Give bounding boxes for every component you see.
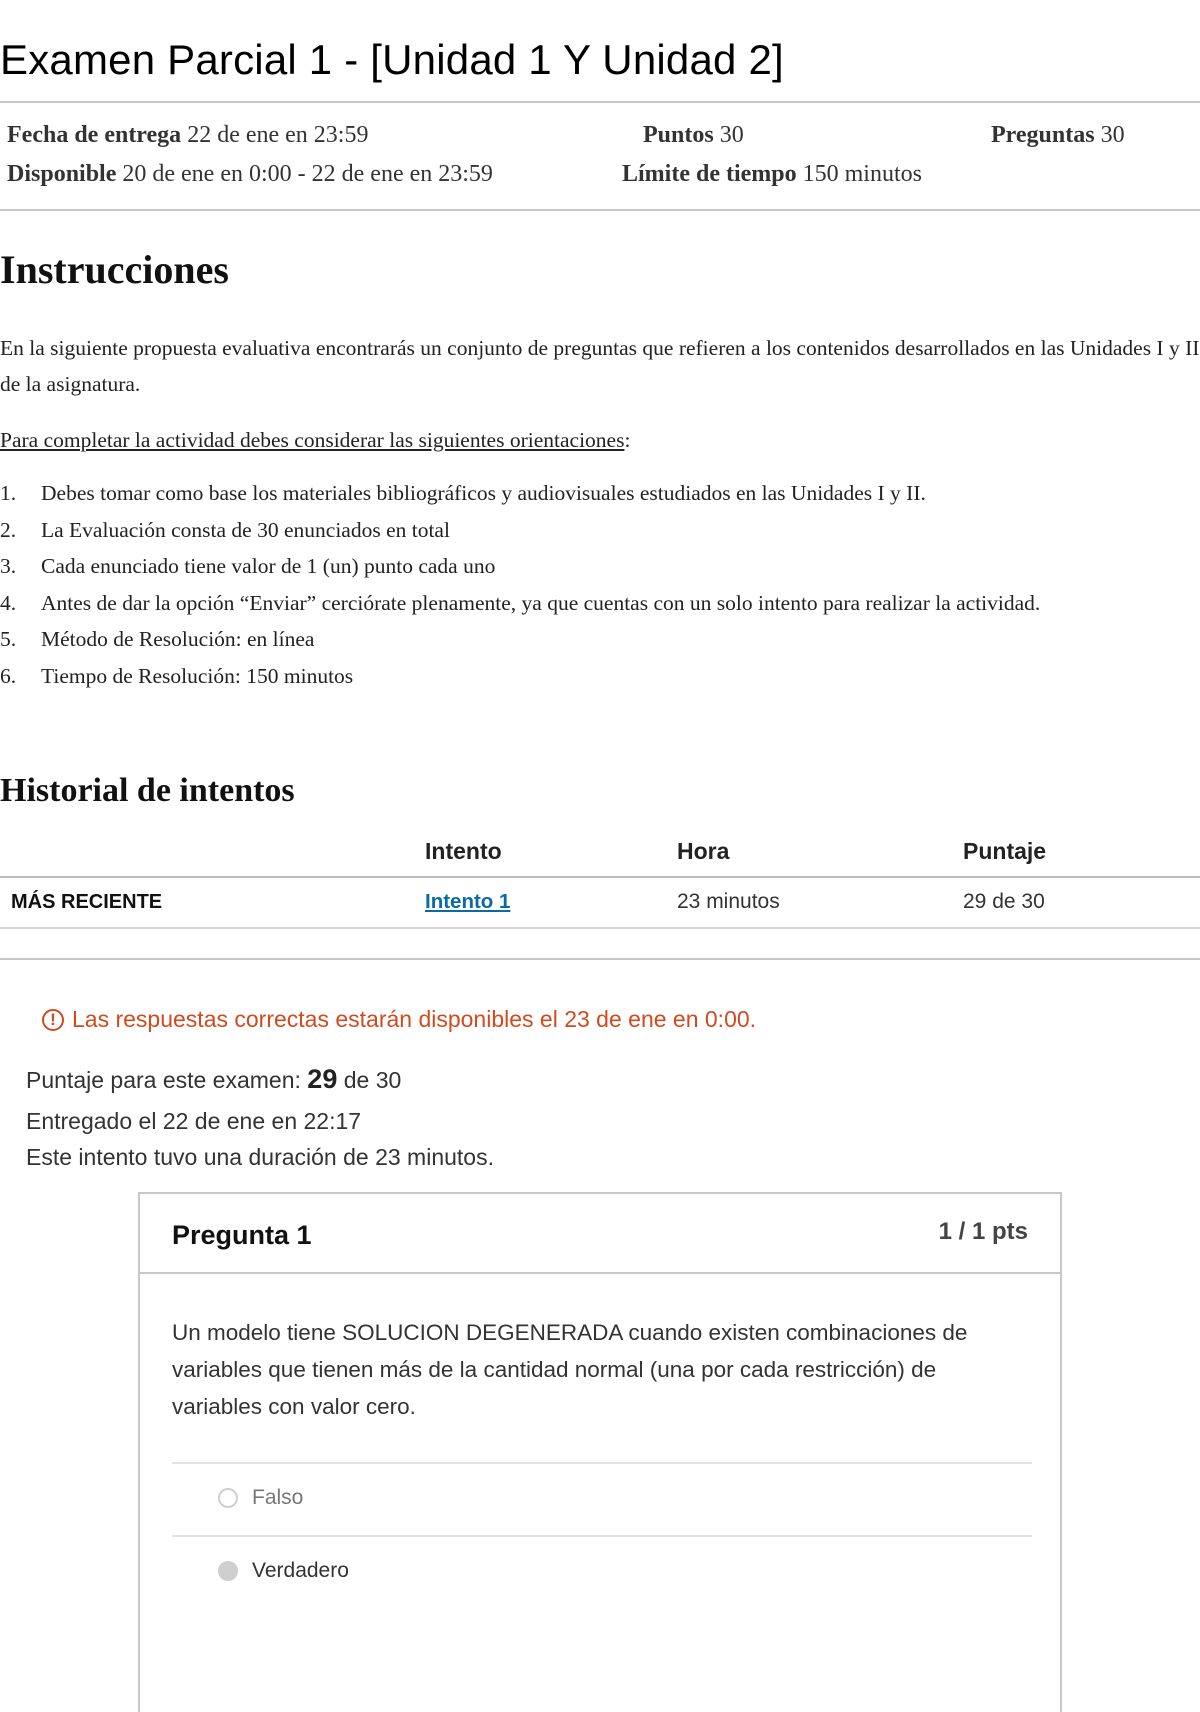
answers-notice [42,1006,756,1033]
step-number: 1. [0,481,17,505]
due-date-value: 22 de ene en 23:59 [187,122,369,148]
due-date-label: Fecha de entrega [7,122,182,148]
most-recent-label: MÁS RECIENTE [11,891,163,913]
step-text: La Evaluación consta de 30 enunciados en total [41,517,450,542]
due-date [7,122,368,149]
table-header-divider [0,876,1200,878]
score-label: Puntaje para este examen: [26,1067,301,1093]
step-number: 6. [0,663,17,688]
step-text: Método de Resolución: en línea [41,627,315,651]
step-text: Cada enunciado tiene valor de 1 (un) punto cada uno [41,554,496,578]
column-header-score: Puntaje [963,838,1047,864]
meta-row-2 [0,161,1200,191]
warning-icon: ! [42,1009,64,1031]
radio-unselected-icon[interactable] [218,1488,238,1508]
questions-count [991,122,1125,149]
points-label: Puntos [643,122,714,148]
step-text: Debes tomar como base los materiales bibliográficos y audiovisuales estudiados en las Unidades I y II. [41,481,926,505]
column-header-time: Hora [677,838,730,864]
question-header [140,1194,1060,1274]
answer-divider [172,1462,1032,1464]
meta-row-1 [0,122,1200,152]
availability-label: Disponible [7,161,117,187]
instructions-heading: Instrucciones [0,247,229,292]
availability-value: 20 de ene en 0:00 - 22 de ene en 23:59 [122,161,493,187]
points-value: 30 [719,122,744,148]
question-points: 1 / 1 pts [938,1218,1028,1245]
questions-value: 30 [1100,122,1125,148]
step-number: 5. [0,627,17,651]
attempt-score: 29 de 30 [963,890,1045,913]
points [643,122,744,149]
step-number: 4. [0,590,17,615]
answer-divider [172,1535,1032,1537]
question-card [138,1192,1062,1712]
step-number: 3. [0,554,17,578]
time-limit-value: 150 minutos [802,161,922,187]
time-limit [622,161,922,188]
step-text: Tiempo de Resolución: 150 minutos [41,663,354,688]
column-header-attempt: Intento [425,838,502,864]
answer-label: Falso [252,1486,304,1509]
table-row-divider [0,927,1200,929]
score-summary [26,1064,401,1095]
score-value: 29 [307,1064,338,1094]
answer-option-falso[interactable] [218,1486,303,1510]
score-total: de 30 [343,1067,402,1093]
meta-divider [0,209,1200,211]
submitted-at: Entregado el 22 de ene en 22:17 [26,1108,362,1134]
answer-label: Verdadero [252,1559,349,1582]
instructions-intro: En la siguiente propuesta evaluativa encontrarás un conjunto de preguntas que refieren a los contenidos desarrollados en las Unidades I y II de la asignatura. [0,336,1200,396]
question-text: Un modelo tiene SOLUCION DEGENERADA cuando existen combinaciones de variables que tienen más de la cantidad normal (una por cada restricción) de variables con valor cero. [172,1320,968,1419]
section-divider [0,958,1200,960]
availability [7,161,493,188]
header-divider [0,101,1200,103]
attempt-1-link[interactable]: Intento 1 [425,890,511,913]
page-title: Examen Parcial 1 - [Unidad 1 Y Unidad 2] [0,36,784,83]
answer-option-verdadero[interactable] [218,1559,349,1583]
history-heading: Historial de intentos [0,772,295,809]
attempt-duration: Este intento tuvo una duración de 23 minutos. [26,1144,494,1170]
radio-selected-icon[interactable] [218,1561,238,1581]
instructions-orientations [0,422,630,458]
orientations-colon: : [624,428,631,452]
step-number: 2. [0,517,17,542]
question-title: Pregunta 1 [172,1220,312,1250]
orientations-text: Para completar la actividad debes considerar las siguientes orientaciones [0,428,625,452]
notice-text: Las respuestas correctas estarán disponibles el 23 de ene en 0:00. [72,1006,757,1032]
time-limit-label: Límite de tiempo [622,161,797,187]
attempt-time: 23 minutos [677,890,780,913]
questions-label: Preguntas [991,122,1095,148]
step-text: Antes de dar la opción “Enviar” cerciórate plenamente, ya que cuentas con un solo intento para realizar la actividad. [41,590,1041,615]
